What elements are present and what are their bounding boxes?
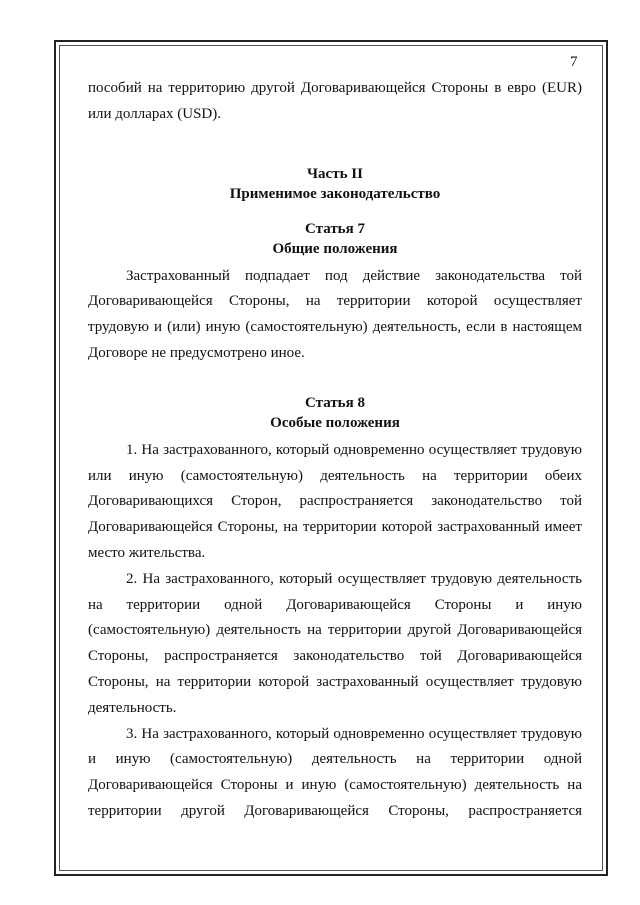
document-body [88,76,582,825]
article-7-paragraph: Застрахованный подпадает под действие законодательства той Договаривающейся Стороны, на территории которой осуществляет трудовую и (или) иную (самостоятельную) деятельность, если в настоящем Договоре не предусмотрено иное. [88,267,582,361]
part-title: Применимое законодательство [229,185,441,202]
intro-paragraph: пособий на территорию другой Договаривающейся Стороны в евро (EUR) или долларах (USD). [88,80,582,122]
article-7-number: Статья 7 [305,220,365,237]
article-8-clause-3: 3. На застрахованного, который одновременно осуществляет трудовую и иную (самостоятельную) деятельность на территории одной Договаривающейся Стороны и иную (самостоятельную) деятельность на территории другой Договаривающейся Стороны, распространяется [88,725,582,819]
article-8-clause-1: 1. На застрахованного, который одновременно осуществляет трудовую или иную (самостоятельную) деятельность на территории обеих Договаривающихся Сторон, распространяется законодательство той Договаривающейся Стороны, на территории которой застрахованный имеет место жительства. [88,441,582,561]
article-8-number: Статья 8 [305,394,365,411]
article-7-title: Общие положения [272,240,398,257]
article-8-title: Особые положения [270,414,400,431]
page-number: 7 [570,54,578,70]
article-8-clause-2: 2. На застрахованного, который осуществляет трудовую деятельность на территории одной Договаривающейся Стороны и иную (самостоятельную) деятельность на территории другой Договаривающейся Стороны, распространяется законодательство той Договаривающейся Стороны, на территории которой застрахованный осуществляет трудовую деятельность. [88,570,582,716]
part-number: Часть II [307,165,363,182]
